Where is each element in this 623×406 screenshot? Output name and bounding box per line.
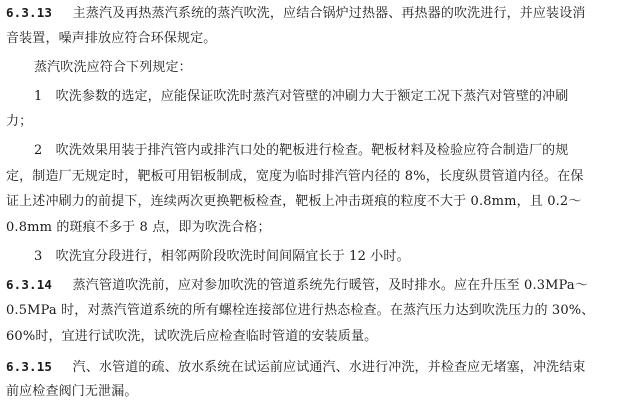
section-text: 蒸汽管道吹洗前，应对参加吹洗的管道系统先行暖管，及时排水。应在升压至 0.3MPa～ <box>72 278 588 293</box>
section-text: 汽、水管道的疏、放水系统在试运前应试通汽、水进行冲洗，并检查应无堵塞，冲洗结束 <box>72 360 586 375</box>
item-text: 定，制造厂无规定时，靶板可用铝板制成，宽度为临时排汽管内径的 8%，长度纵贯管道内径。在保 <box>6 169 584 184</box>
item-1-line-2 <box>6 113 32 130</box>
item-text: 0.8mm 的斑痕不多于 8 点，即为吹洗合格； <box>6 220 271 235</box>
rules-intro-text: 蒸汽吹洗应符合下列规定： <box>34 60 192 75</box>
item-1-line-1 <box>34 88 568 105</box>
item-text: 2 吹洗效果用装于排汽管内或排汽口处的靶板进行检查。靶板材料及检验应符合制造厂的规 <box>34 143 569 158</box>
item-2-line-3 <box>6 193 581 210</box>
item-3-line-1 <box>34 248 410 265</box>
section-6-3-15-line-1 <box>6 358 586 376</box>
section-text: 主蒸汽及再热蒸汽系统的蒸汽吹洗，应结合锅炉过热器、再热器的吹洗进行，并应装设消 <box>72 6 586 21</box>
section-6-3-13-line-1 <box>6 4 586 22</box>
item-text: 力； <box>6 114 33 129</box>
section-6-3-14-line-2 <box>6 302 594 319</box>
item-2-line-4 <box>6 219 271 236</box>
section-text: 前应检查阀门无泄漏。 <box>6 384 138 399</box>
section-number: 6.3.14 <box>6 277 53 292</box>
item-text: 3 吹洗宜分段进行，相邻两阶段吹洗时间间隔宜长于 12 小时。 <box>34 249 410 264</box>
section-6-3-14-line-1 <box>6 276 588 294</box>
section-number: 6.3.15 <box>6 359 53 374</box>
section-text: 0.5MPa 时，对蒸汽管道系统的所有螺栓连接部位进行热态检查。在蒸汽压力达到吹洗压力的 30%、 <box>6 303 595 318</box>
section-6-3-13-line-2 <box>6 30 216 47</box>
rules-intro-line <box>34 59 192 76</box>
section-number: 6.3.13 <box>6 5 53 20</box>
section-text: 音装置，噪声排放应符合环保规定。 <box>6 31 217 46</box>
item-2-line-1 <box>34 142 568 159</box>
item-2-line-2 <box>6 168 584 185</box>
item-text: 证上述冲刷力的前提下，连续两次更换靶板检查，靶板上冲击斑痕的粒度不大于 0.8mm，且 0.2～ <box>6 194 582 209</box>
section-6-3-14-line-3 <box>6 328 377 345</box>
section-6-3-15-line-2 <box>6 383 138 400</box>
section-text: 60%时，宜进行试吹洗，试吹洗后应检查临时管道的安装质量。 <box>6 329 378 344</box>
item-text: 1 吹洗参数的选定，应能保证吹洗时蒸汽对管壁的冲刷力大于额定工况下蒸汽对管壁的冲刷 <box>34 89 569 104</box>
